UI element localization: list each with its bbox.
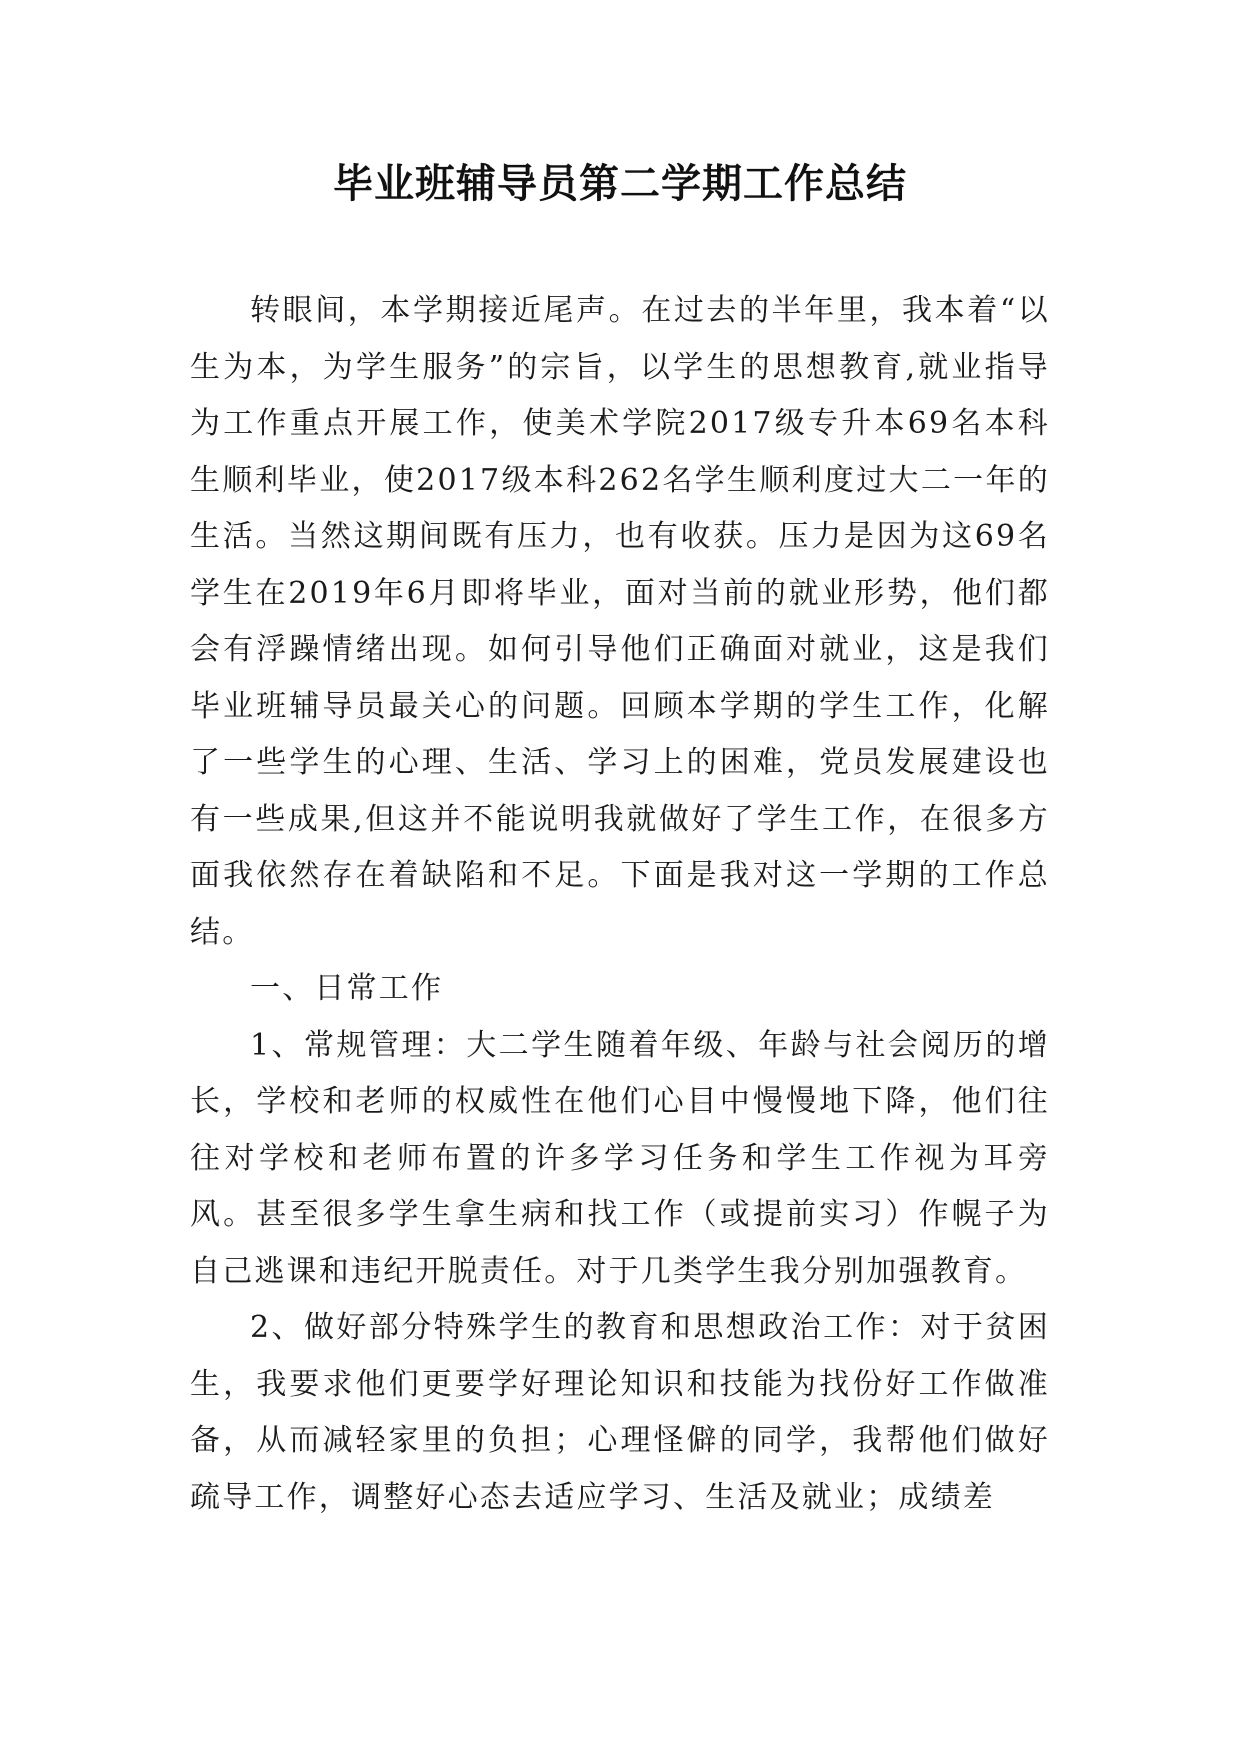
- section-heading-daily-work: 一、日常工作: [250, 971, 444, 1006]
- paragraph-routine-management: 1、常规管理：大二学生随着年级、年龄与社会阅历的增长，学校和老师的权威性在他们心目中慢慢地下降，他们往往对学校和老师布置的许多学习任务和学生工作视为耳旁风。甚至很多学生拿生病和找工作（或提前实习）作幌子为自己逃课和违纪开脱责任。对于几类学生我分别加强教育。: [190, 1027, 1050, 1289]
- paragraph-special-students: 2、做好部分特殊学生的教育和思想政治工作：对于贫困生，我要求他们更要学好理论知识和技能为找份好工作做准备，从而减轻家里的负担；心理怪僻的同学，我帮他们做好疏导工作，调整好心态去适应学习、生活及就业；成绩差: [190, 1310, 1050, 1515]
- paragraph-intro: 转眼间，本学期接近尾声。在过去的半年里，我本着“以生为本，为学生服务”的宗旨，以学生的思想教育,就业指导为工作重点开展工作，使美术学院2017级专升本69名本科生顺利毕业，使2017级本科262名学生顺利度过大二一年的生活。当然这期间既有压力，也有收获。压力是因为这69名学生在2019年6月即将毕业，面对当前的就业形势，他们都会有浮躁情绪出现。如何引导他们正确面对就业，这是我们毕业班辅导员最关心的问题。回顾本学期的学生工作，化解了一些学生的心理、生活、学习上的困难，党员发展建设也有一些成果,但这并不能说明我就做好了学生工作，在很多方面我依然存在着缺陷和不足。下面是我对这一学期的工作总结。: [190, 293, 1050, 950]
- document-title: 毕业班辅导员第二学期工作总结: [333, 161, 907, 207]
- document-body: [190, 283, 1050, 1526]
